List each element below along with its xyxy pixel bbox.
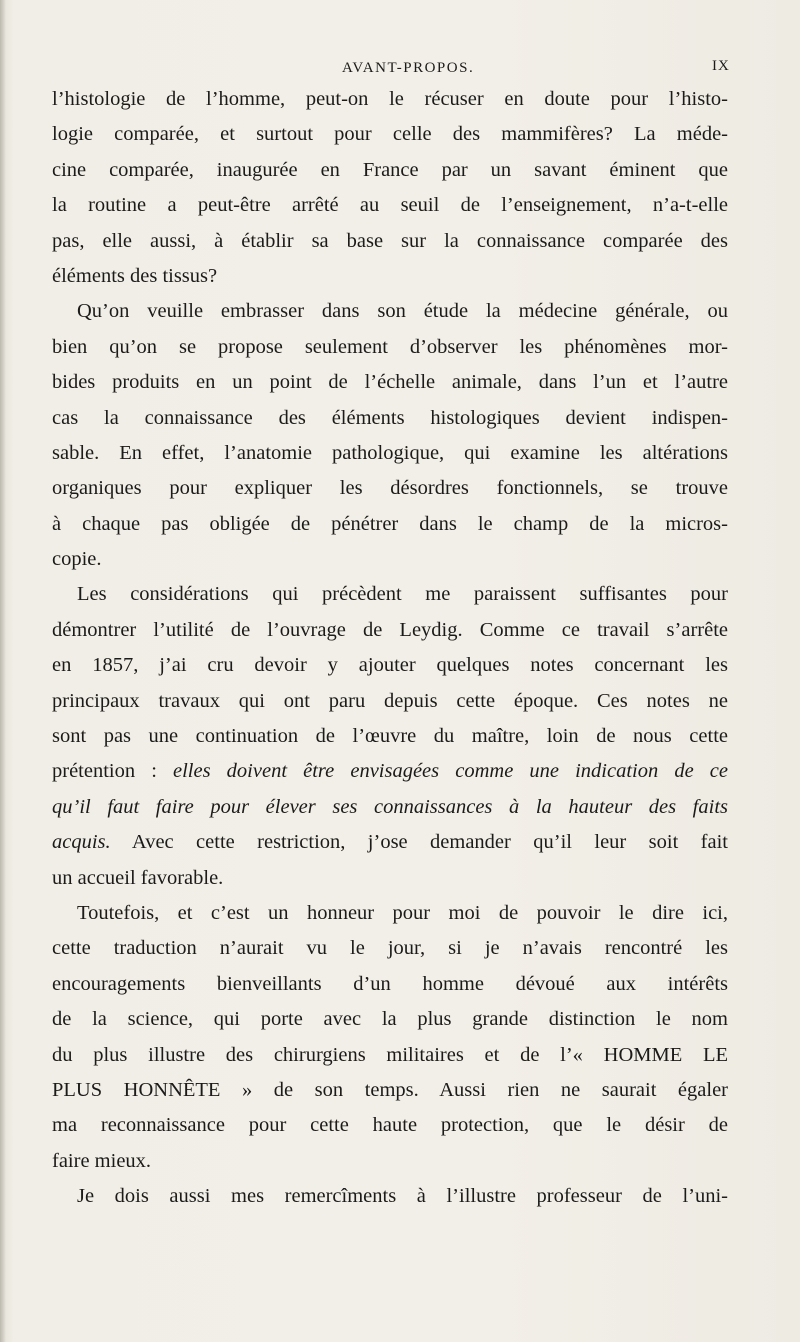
running-title: AVANT-PROPOS. [342, 60, 475, 76]
text-line: PLUS HONNÊTE » de son temps. Aussi rien ne saurait égaler [52, 1078, 728, 1101]
text-line: démontrer l’utilité de l’ouvrage de Leydig. Comme ce travail s’arrête [52, 618, 728, 641]
running-head [0, 58, 800, 82]
text-line: qu’il faut faire pour élever ses connaissances à la hauteur des faits [52, 795, 728, 818]
text-line: Les considérations qui précèdent me paraissent suffisantes pour [77, 583, 728, 606]
text-line: sable. En effet, l’anatomie pathologique, qui examine les altérations [52, 441, 728, 464]
page-number: IX [712, 58, 730, 74]
text-line: en 1857, j’ai cru devoir y ajouter quelques notes concernant les [52, 654, 728, 677]
text-line: bides produits en un point de l’échelle animale, dans l’un et l’autre [52, 371, 728, 394]
text-line: de la science, qui porte avec la plus grande distinction le nom [52, 1008, 728, 1031]
text-line: à chaque pas obligée de pénétrer dans le champ de la micros- [52, 512, 728, 535]
text-line: Je dois aussi mes remercîments à l’illustre professeur de l’uni- [77, 1185, 728, 1208]
text-line: cine comparée, inaugurée en France par un savant éminent que [52, 158, 728, 181]
gutter-shadow [0, 0, 6, 1342]
text-line: acquis. Avec cette restriction, j’ose demander qu’il leur soit fait [52, 831, 728, 854]
text-line: principaux travaux qui ont paru depuis cette époque. Ces notes ne [52, 689, 728, 712]
text-line: encouragements bienveillants d’un homme dévoué aux intérêts [52, 972, 728, 995]
text-line: la routine a peut-être arrêté au seuil de l’enseignement, n’a-t-elle [52, 194, 728, 217]
text-line: cette traduction n’aurait vu le jour, si je n’avais rencontré les [52, 937, 728, 960]
text-line: éléments des tissus? [52, 264, 218, 287]
text-line: l’histologie de l’homme, peut-on le récuser en doute pour l’histo- [52, 88, 728, 110]
text-line: faire mieux. [52, 1149, 152, 1172]
text-line: copie. [52, 548, 102, 571]
text-line: Qu’on veuille embrasser dans son étude la médecine générale, ou [77, 300, 728, 323]
text-line: cas la connaissance des éléments histologiques devient indispen- [52, 406, 728, 429]
text-line: ma reconnaissance pour cette haute protection, que le désir de [52, 1114, 728, 1137]
text-line: un accueil favorable. [52, 866, 224, 889]
body-text [52, 82, 728, 1215]
text-line: sont pas une continuation de l’œuvre du maître, loin de nous cette [52, 725, 728, 748]
text-line: organiques pour expliquer les désordres fonctionnels, se trouve [52, 477, 728, 500]
text-line: bien qu’on se propose seulement d’observer les phénomènes mor- [52, 335, 728, 358]
text-line: pas, elle aussi, à établir sa base sur la connaissance comparée des [52, 229, 728, 252]
text-line: du plus illustre des chirurgiens militaires et de l’« HOMME LE [52, 1043, 728, 1066]
text-line: logie comparée, et surtout pour celle des mammifères? La méde- [52, 123, 728, 146]
text-line: prétention : elles doivent être envisagées comme une indication de ce [52, 760, 728, 783]
text-line: Toutefois, et c’est un honneur pour moi de pouvoir le dire ici, [77, 901, 728, 924]
